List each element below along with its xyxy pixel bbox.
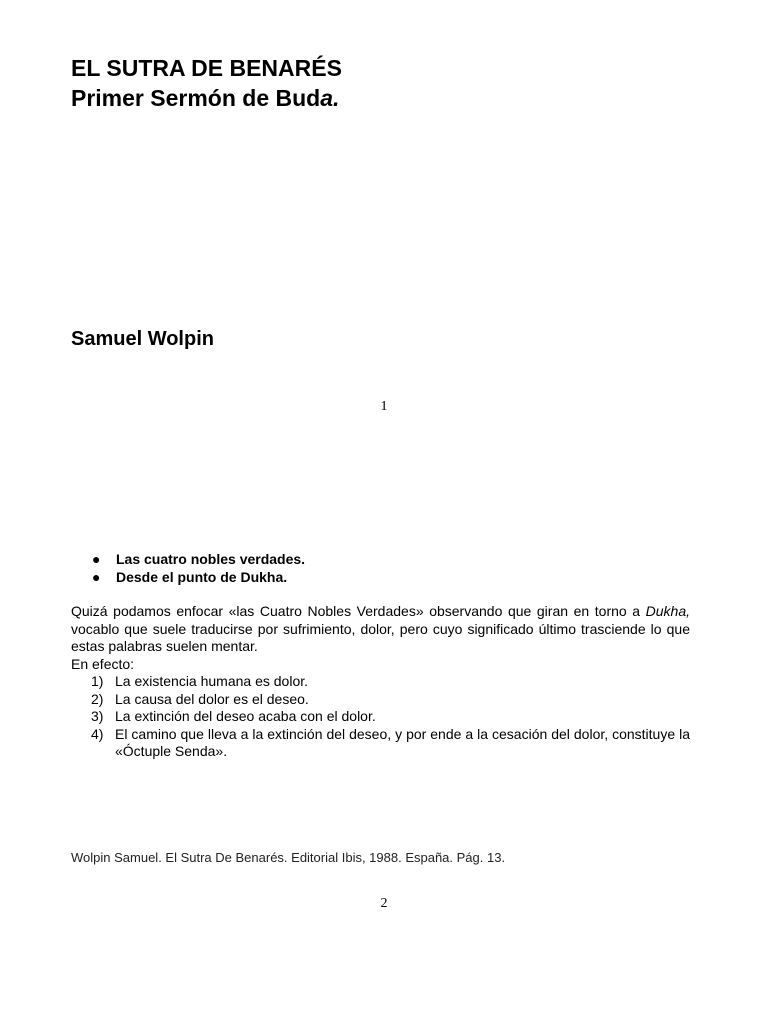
list-item [71, 691, 690, 709]
list-item [71, 673, 690, 691]
author-name: Samuel Wolpin [71, 328, 214, 350]
bullet-item [92, 550, 305, 568]
body-text [71, 603, 690, 761]
item-number: 3) [91, 708, 104, 724]
bullet-icon: ● [92, 569, 101, 585]
item-number: 2) [91, 690, 104, 707]
dukha-term: Dukha, [645, 603, 690, 619]
subtitle-italic-end: a. [320, 85, 340, 111]
page-title [71, 53, 342, 113]
page-number-2: 2 [380, 896, 388, 911]
item-text: El camino que lleva a la extinción del deseo, y por ende a la cesación del dolor, constituye la «Óctuple Senda». [115, 725, 690, 759]
paragraph-rest: vocablo que suele traducirse por sufrimiento, dolor, pero cuyo significado último trasciende lo que estas palabras suelen mentar. [71, 620, 690, 654]
bullet-text: Las cuatro nobles verdades. [116, 551, 306, 567]
item-text: La existencia humana es dolor. [115, 673, 309, 689]
paragraph-lead: Quizá podamos enfocar «las Cuatro Nobles Verdades» observando que giran en torno a [71, 603, 646, 619]
item-text: La causa del dolor es el deseo. [115, 690, 309, 707]
title-line-2 [71, 83, 342, 113]
page-number-1: 1 [380, 399, 388, 414]
bullet-list [92, 550, 305, 586]
item-text: La extinción del deseo acaba con el dolor. [115, 708, 376, 724]
subtitle-text: Primer Sermón de Bud [71, 85, 321, 111]
list-item [71, 726, 690, 761]
numbered-list [71, 673, 690, 761]
bullet-icon: ● [92, 551, 101, 567]
item-number: 4) [91, 725, 104, 742]
item-number: 1) [91, 673, 104, 689]
list-item [71, 708, 690, 726]
bullet-text: Desde el punto de Dukha. [116, 569, 288, 585]
bullet-item [92, 568, 305, 586]
bibliographic-reference: Wolpin Samuel. El Sutra De Benarés. Editorial Ibis, 1988. España. Pág. 13. [71, 850, 506, 865]
intro-line: En efecto: [71, 655, 135, 672]
intro-paragraph [71, 603, 690, 656]
title-line-1: EL SUTRA DE BENARÉS [71, 55, 342, 81]
